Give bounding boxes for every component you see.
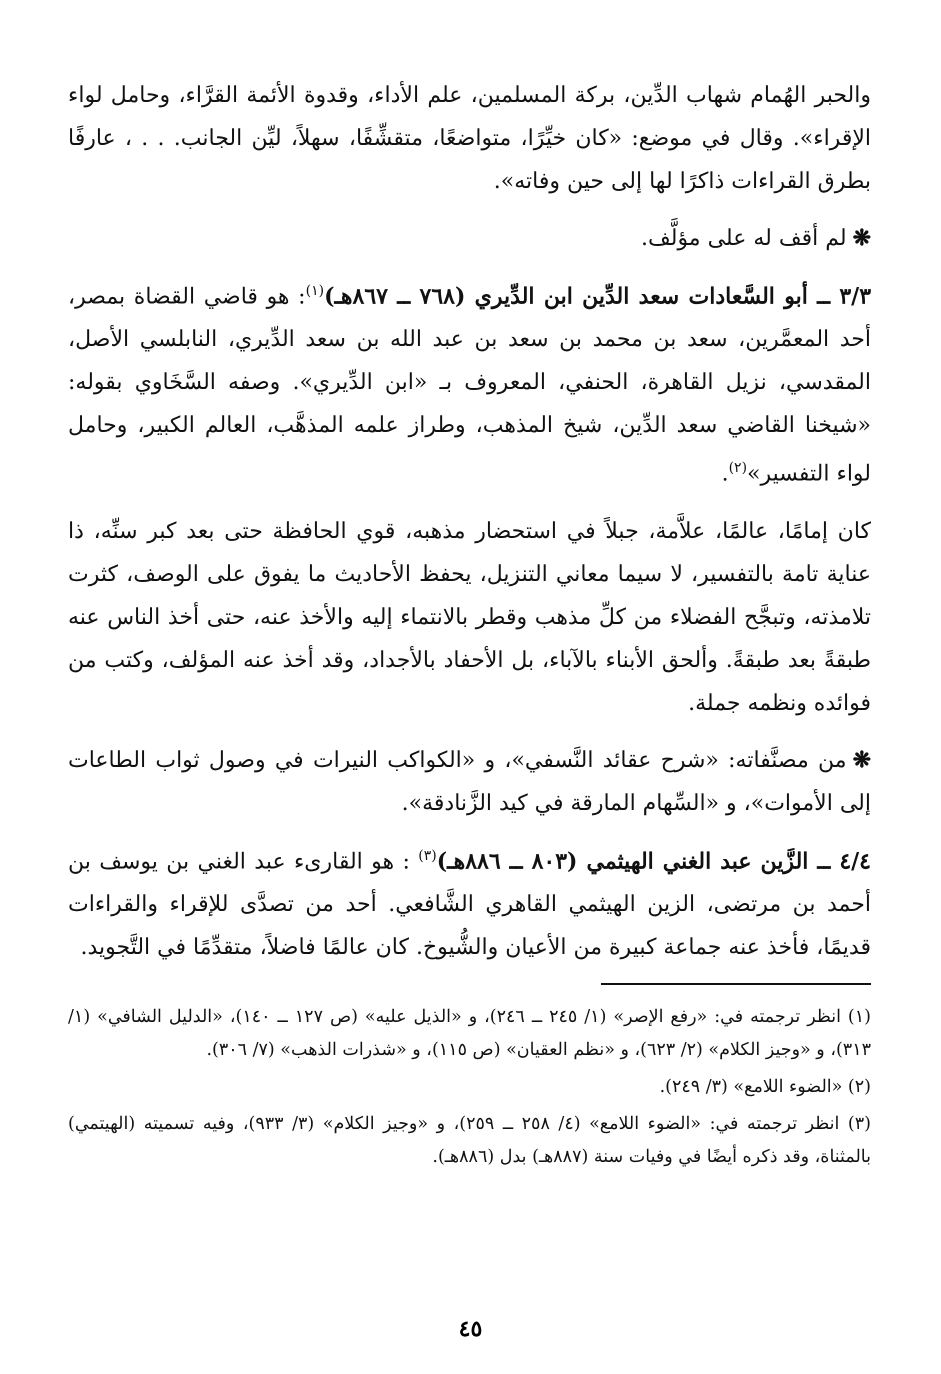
footnote-ref-1: (١) xyxy=(305,283,325,299)
entry-text: : هو القارىء عبد الغني بن يوسف بن أحمد بن مرتضى، الزين الهيثمي القاهري الشَّافعي. أحد من تصدَّى للإقراء والقراءات قديمًا، فأخذ عنه جماعة كبيرة من الأعيان والشُّيوخ. كان عالمًا فاضلاً، متقدِّمًا في التَّجويد. xyxy=(68,848,871,960)
note-works xyxy=(68,739,871,825)
footnote-1: (١) انظر ترجمته في: «رفع الإصر» (١/ ٢٤٥ ــ ٢٤٦)، و «الذيل عليه» (ص ١٢٧ ــ ١٤٠)، «الدليل الشافي» (١/ ٣١٣)، و «وجيز الكلام» (٢/ ٦٢٣)، و «نظم العقيان» (ص ١١٥)، و «شذرات الذهب» (٧/ ٣٠٦). xyxy=(68,1006,871,1060)
paragraph-description: كان إمامًا، عالمًا، علاَّمة، جبلاً في استحضار مذهبه، قوي الحافظة حتى بعد كبر سنِّه، ذا عناية تامة بالتفسير، لا سيما معاني التنزيل، يحفظ الأحاديث ما يفوق على الوصف، كثرت تلامذته، وتبجَّح الفضلاء من كلِّ مذهب وقطر بالانتماء إليه والأخذ عنه، حتى أخذ الناس عنه طبقةً بعد طبقةً. وألحق الأبناء بالآباء، بل الأحفاد بالأجداد، وقد أخذ عنه المؤلف، وكتب من فوائده ونظمه جملة. xyxy=(68,518,871,716)
footnotes xyxy=(68,1001,871,1174)
footnote-ref-3: (٣) xyxy=(418,847,437,864)
paragraph-continuation: والحبر الهُمام شهاب الدِّين، بركة المسلمين، علم الأداء، وقدوة الأئمة القرَّاء، وحامل لواء الإقراء». وقال في موضع: «كان خيِّرًا، متواضعًا، متقشِّفًا، سهلاً، ليِّن الجانب. . . ، عارفًا بطرق القراءات ذاكرًا لها إلى حين وفاته». xyxy=(68,83,871,194)
footnote-divider xyxy=(601,983,871,985)
entry-heading: ٣/٣ ــ أبو السَّعادات سعد الدِّين ابن الدِّيري (٧٦٨ ــ ٨٦٧هـ) xyxy=(324,283,872,310)
footnote-ref-2: (٢) xyxy=(728,460,748,477)
asterism-icon: ❋ xyxy=(852,225,871,251)
note-text: من مصنَّفاته: «شرح عقائد النَّسفي»، و «الكواكب النيرات في وصول ثواب الطاعات إلى الأموات»، و «السِّهام المارقة في كيد الزَّنادقة». xyxy=(68,747,871,816)
asterism-icon: ❋ xyxy=(852,746,871,773)
entry-ibn-al-dayri xyxy=(68,270,871,496)
note-text: لم أقف له على مؤلَّف. xyxy=(640,226,847,251)
page-number: ٤٥ xyxy=(458,1316,483,1341)
entry-text: : هو قاضي القضاة بمصر، أحد المعمَّرين، سعد بن محمد بن سعد بن عبد الله بن سعد الدِّيري، النابلسي الأصل، المقدسي، نزيل القاهرة، الحنفي، المعروف بـ «ابن الدِّيري». وصفه السَّخَاوي بقوله: «شيخنا القاضي سعد الدِّين، شيخ المذهب، وطراز علمه المذهَّب، العالم الكبير، وحامل لواء التفسير» xyxy=(68,284,871,487)
entry-end: . xyxy=(721,461,729,487)
note-no-works xyxy=(68,217,871,260)
entry-heading: ٤/٤ ــ الزَّين عبد الغني الهيثمي (٨٠٣ ــ ٨٨٦هـ) xyxy=(436,847,871,874)
main-text xyxy=(68,74,871,969)
footnote-2: (٢) «الضوء اللامع» (٣/ ٢٤٩). xyxy=(659,1076,871,1097)
footnote-3: (٣) انظر ترجمته في: «الضوء اللامع» (٤/ ٢٥٨ ــ ٢٥٩)، و «وجيز الكلام» (٣/ ٩٣٣)، وفيه تسميته (الهيتمي) بالمثناة، وقد ذكره أيضًا في وفيات سنة (٨٨٧هـ) بدل (٨٨٦هـ). xyxy=(68,1113,871,1167)
entry-al-haythami xyxy=(68,835,871,969)
